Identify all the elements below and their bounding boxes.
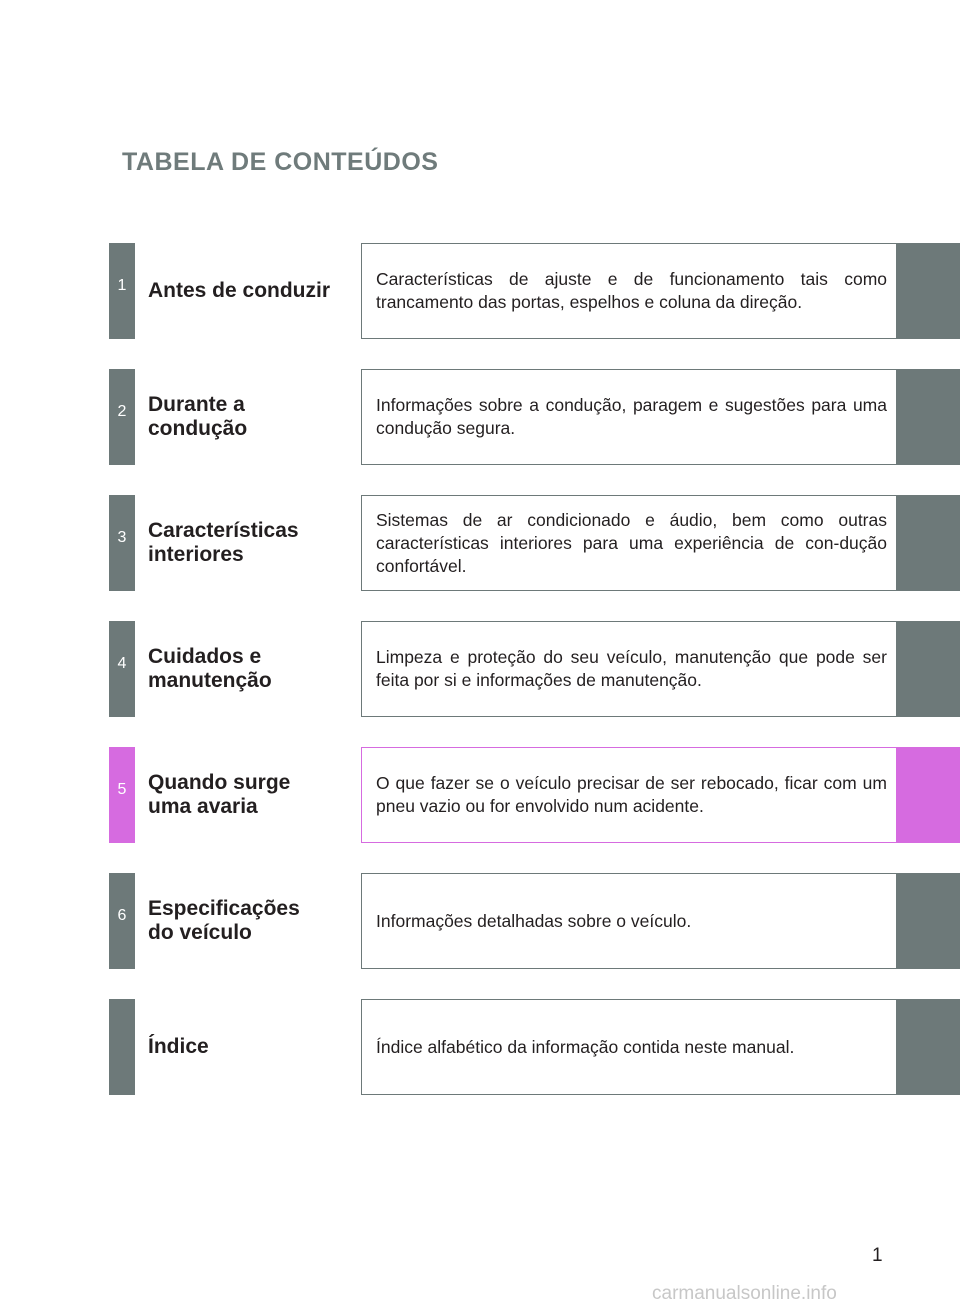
section-number-tab (109, 999, 135, 1095)
page-title: TABELA DE CONTEÚDOS (122, 148, 439, 176)
section-description: Índice alfabético da informação contida neste manual. (376, 1036, 795, 1057)
section-number: 1 (117, 277, 127, 294)
section-heading[interactable]: Quando surge uma avaria (148, 771, 291, 818)
section-description-box (361, 495, 897, 591)
section-heading[interactable]: Cuidados e manutenção (148, 645, 272, 692)
section-thumb-tab[interactable] (896, 369, 960, 465)
section-number-tab (109, 369, 135, 465)
section-thumb-tab[interactable] (896, 495, 960, 591)
watermark: carmanualsonline.info (652, 1283, 837, 1304)
section-number-tab (109, 243, 135, 339)
section-description: Informações sobre a condução, paragem e sugestões para uma condução segura. (376, 395, 887, 438)
section-heading[interactable]: Características interiores (148, 519, 299, 566)
section-thumb-tab[interactable] (896, 621, 960, 717)
toc-section-1[interactable] (0, 243, 960, 339)
section-heading[interactable]: Índice (148, 1035, 209, 1058)
section-number-tab (109, 621, 135, 717)
section-heading[interactable]: Antes de conduzir (148, 279, 331, 302)
section-number-tab (109, 495, 135, 591)
toc-section-2[interactable] (0, 369, 960, 465)
section-description: Sistemas de ar condicionado e áudio, bem como outras características interiores para uma experiência de con-dução confortável. (376, 509, 887, 576)
section-thumb-tab[interactable] (896, 243, 960, 339)
section-description: Características de ajuste e de funcionamento tais como trancamento das portas, espelhos e coluna da direção. (376, 269, 887, 312)
section-number: 2 (117, 403, 127, 420)
page-number: 1 (872, 1245, 883, 1266)
section-number: 6 (117, 907, 127, 924)
section-description-box (361, 621, 897, 717)
section-heading[interactable]: Especificações do veículo (148, 897, 300, 944)
toc-section-6[interactable] (0, 873, 960, 969)
section-description-box (361, 999, 897, 1095)
section-number-tab (109, 873, 135, 969)
section-description: O que fazer se o veículo precisar de ser rebocado, ficar com um pneu vazio ou for envolvido num acidente. (376, 773, 887, 816)
section-thumb-tab[interactable] (896, 747, 960, 843)
toc-section-index[interactable] (0, 999, 960, 1095)
toc-section-3[interactable] (0, 495, 960, 591)
section-thumb-tab[interactable] (896, 873, 960, 969)
section-number: 3 (117, 529, 127, 546)
section-description-box (361, 369, 897, 465)
section-description: Informações detalhadas sobre o veículo. (376, 910, 692, 931)
section-description: Limpeza e proteção do seu veículo, manutenção que pode ser feita por si e informações de manutenção. (376, 647, 887, 690)
toc-section-5[interactable] (0, 747, 960, 843)
section-thumb-tab[interactable] (896, 999, 960, 1095)
section-description-box (361, 873, 897, 969)
toc-section-4[interactable] (0, 621, 960, 717)
section-heading[interactable]: Durante a condução (148, 393, 248, 440)
section-number: 5 (117, 781, 127, 798)
section-number: 4 (117, 655, 127, 672)
section-description-box (361, 243, 897, 339)
section-description-box (361, 747, 897, 843)
section-number-tab (109, 747, 135, 843)
